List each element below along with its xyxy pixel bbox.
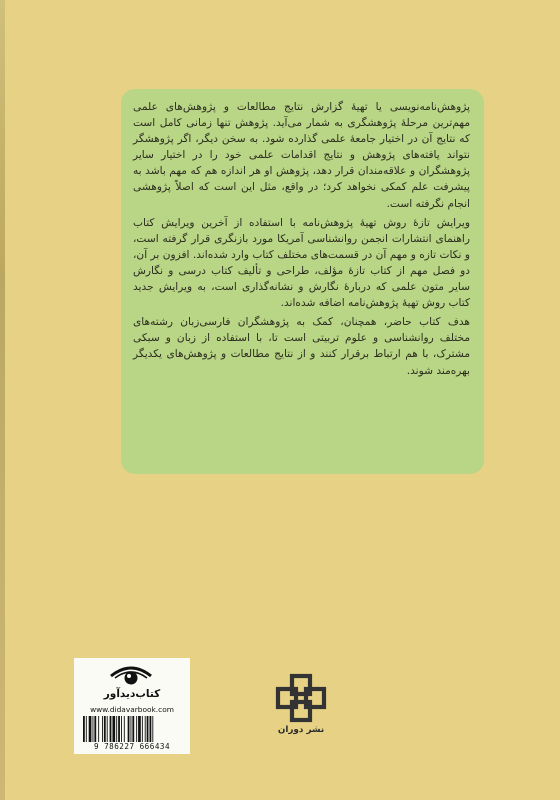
barcode-bar [102,716,103,742]
barcode [82,716,182,742]
cover-edge [0,0,5,270]
blurb-paragraph-3: هدف کتاب حاضر، همچنان، کمک به پژوهشگران فارسی‌زبان رشته‌های مختلف روانشناسی و علوم تربیتی است تا، با استفاده از زبان و سبکی مشترک، با هم ارتباط برقرار کنند و از نتایج مطالعات و پژوهش‌های یکدیگر بهره‌مند شوند. [133,316,470,377]
barcode-bar [107,716,108,742]
barcode-bar [98,716,99,742]
barcode-bar [124,716,125,742]
barcode-bar [93,716,94,742]
blurb-box [121,89,484,474]
barcode-bar [116,716,117,742]
barcode-bar [121,716,122,742]
publisher-knot-icon [272,673,330,723]
barcode-bar [104,716,106,742]
cover-edge-lower [0,270,5,800]
barcode-bar [83,716,85,742]
barcode-bar [89,716,92,742]
barcode-bar [118,716,120,742]
barcode-bar [152,716,153,742]
barcode-bar [110,716,112,742]
barcode-bar [136,716,137,742]
store-url: www.didavarbook.com [90,705,174,714]
eye-icon [108,664,154,688]
barcode-bar [128,716,130,742]
isbn-number: 9 786227 666434 [93,742,171,751]
store-name: کتاب‌دیدآور [103,688,161,700]
barcode-bar [86,716,87,742]
barcode-bar [150,716,152,742]
publisher-name: نشر دوران [277,725,325,735]
barcode-bar [94,716,96,742]
blurb-paragraph-2: ویرایش تازهٔ روش تهیهٔ پژوهش‌نامه با استفاده از آخرین ویرایش کتاب راهنمای انتشارات انجمن روانشناسی آمریکا مورد بازنگری قرار گرفته است، و نکات تازه و مهم آن در قسمت‌های مختلف کتاب وارد شده‌اند. افزون بر آن، دو فصل مهم از کتاب تازهٔ مؤلف، طراحی و تألیف کتاب درسی و نگارش سایر متون علمی که دربارهٔ نگارش و نشانه‌گذاری است، به ویرایش جدید کتاب روش تهیهٔ پژوهش‌نامه اضافه شده‌اند. [133,216,470,310]
barcode-bar [138,716,141,742]
store-label [74,658,190,754]
barcode-bar [131,716,132,742]
barcode-bar [112,716,115,742]
barcode-bar [145,716,146,742]
blurb-paragraph-1: پژوهش‌نامه‌نویسی یا تهیهٔ گزارش نتایج مطالعات و پژوهش‌های علمی مهم‌ترین مرحلهٔ پژوهشگری به شمار می‌آید. پژوهش تنها زمانی کامل است که نتایج آن در اختیار جامعهٔ علمی گذارده شود. به سخن دیگر، اگر پژوهشگر نتواند یافته‌های پژوهش و نتایج اقدامات علمی خود را در اختیار سایر پژوهشگران و علاقه‌مندان قرار دهد، پژوهش او هر اندازه هم که مهم باشد به پیشرفت علم کمکی نخواهد کرد؛ در واقع، مثل این است که اصلاً پژوهشی انجام نگرفته است. [133,101,470,210]
barcode-bar [132,716,134,742]
barcode-bar [147,716,149,742]
barcode-bar [142,716,143,742]
